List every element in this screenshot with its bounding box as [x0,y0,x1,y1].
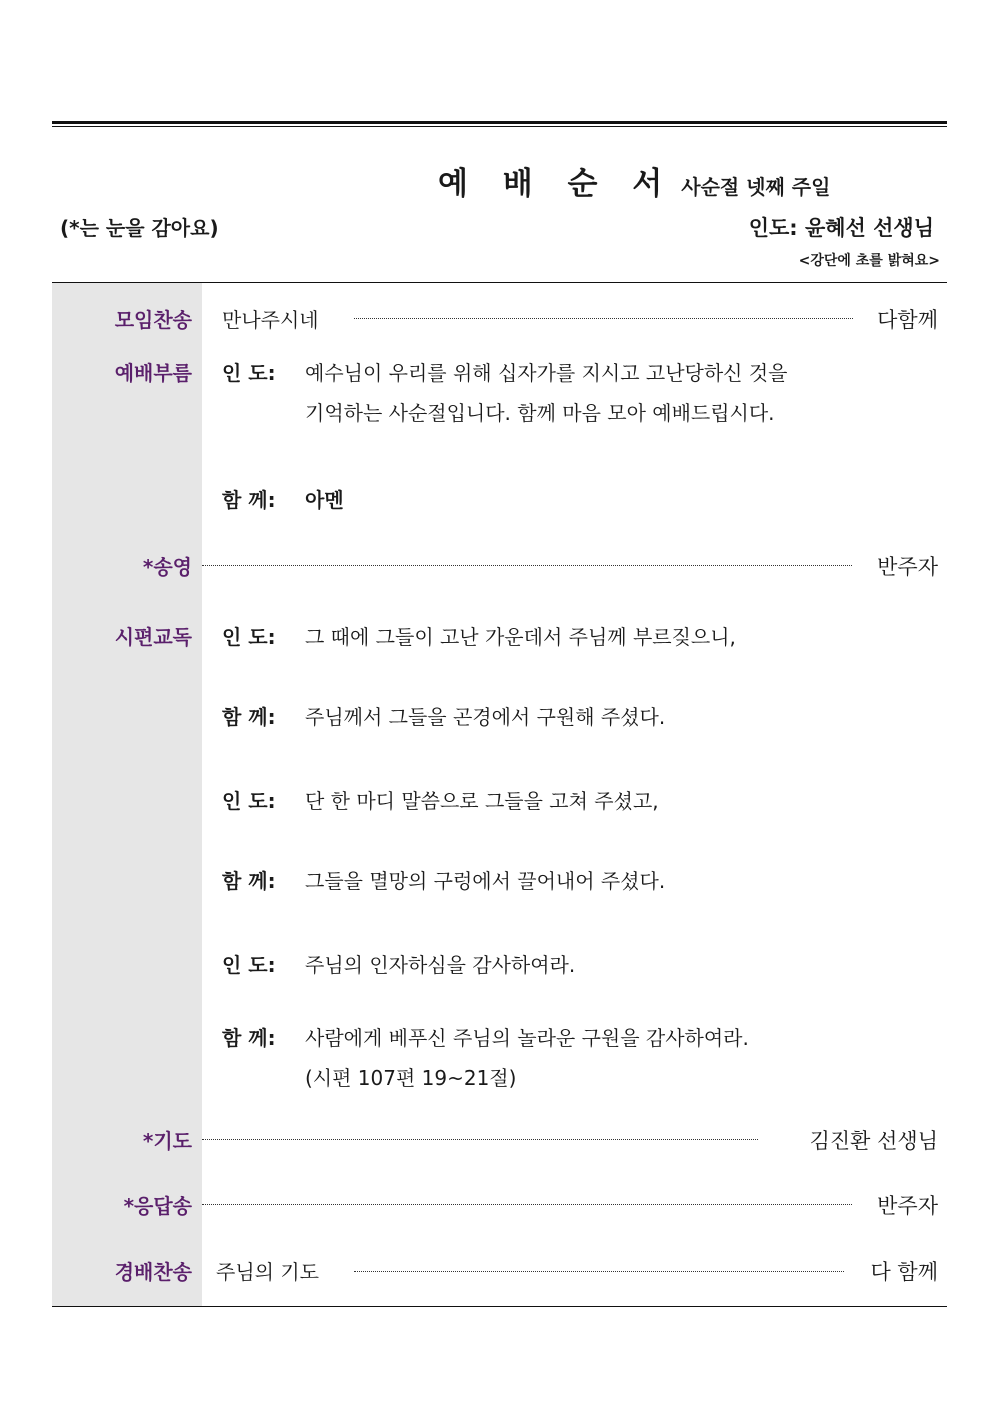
gathering-song-title: 만나주시네 [222,308,319,332]
response-label: *응답송 [123,1194,192,1218]
gathering-song-leader-dots [354,318,853,319]
psalm-line-2-text: 주님께서 그들을 곤경에서 구원해 주셨다. [305,705,666,729]
response-by: 반주자 [877,1194,938,1218]
eyes-closed-note: (*는 눈을 감아요) [60,216,219,240]
call-leader-line1: 예수님이 우리를 위해 십자가를 지시고 고난당하신 것을 [305,361,788,385]
hymn-label: 경배찬송 [114,1260,192,1284]
hymn-by: 다 함께 [870,1260,938,1284]
prayer-label: *기도 [142,1129,192,1153]
header-rule-thick [52,121,947,124]
call-all-text: 아멘 [305,488,344,512]
order-bottom-rule [52,1306,947,1307]
hymn-title: 주님의 기도 [216,1260,319,1284]
psalm-label: 시편교독 [114,625,192,649]
title-subtitle: 사순절 넷째 주일 [681,175,831,199]
psalm-line-1-tag: 인 도: [222,625,276,649]
psalm-line-4-text: 그들을 멸망의 구렁에서 끌어내어 주셨다. [305,869,666,893]
gathering-song-label: 모임찬송 [114,308,192,332]
call-to-worship-label: 예배부름 [114,361,192,385]
psalm-line-6-text: 사람에게 베푸신 주님의 놀라운 구원을 감사하여라. [305,1026,749,1050]
response-leader-dots [202,1204,852,1205]
praise-label: *송영 [142,555,192,579]
psalm-line-5-tag: 인 도: [222,953,276,977]
psalm-reference: (시편 107편 19~21절) [305,1066,517,1090]
psalm-line-2-tag: 함 께: [222,705,276,729]
call-all-tag: 함 께: [222,488,276,512]
psalm-line-3-tag: 인 도: [222,789,276,813]
header-rule-thin [52,126,947,127]
psalm-line-3-text: 단 한 마디 말씀으로 그들을 고쳐 주셨고, [305,789,659,813]
call-leader-tag: 인 도: [222,361,276,385]
call-leader-line2: 기억하는 사순절입니다. 함께 마음 모아 예배드립시다. [305,401,775,425]
page-title [438,158,830,203]
psalm-line-4-tag: 함 께: [222,869,276,893]
title-main: 예 배 순 서 [438,166,675,202]
worship-leader: 인도: 윤혜선 선생님 [748,216,934,240]
psalm-line-1-text: 그 때에 그들이 고난 가운데서 주님께 부르짖으니, [305,625,736,649]
prayer-by: 김진환 선생님 [809,1129,938,1153]
gathering-song-by: 다함께 [877,308,938,332]
candle-note: <강단에 초를 밝혀요> [798,253,940,269]
praise-leader-dots [202,565,852,566]
prayer-leader-dots [202,1139,758,1140]
praise-by: 반주자 [877,555,938,579]
psalm-line-6-tag: 함 께: [222,1026,276,1050]
hymn-leader-dots [354,1271,844,1272]
psalm-line-5-text: 주님의 인자하심을 감사하여라. [305,953,576,977]
